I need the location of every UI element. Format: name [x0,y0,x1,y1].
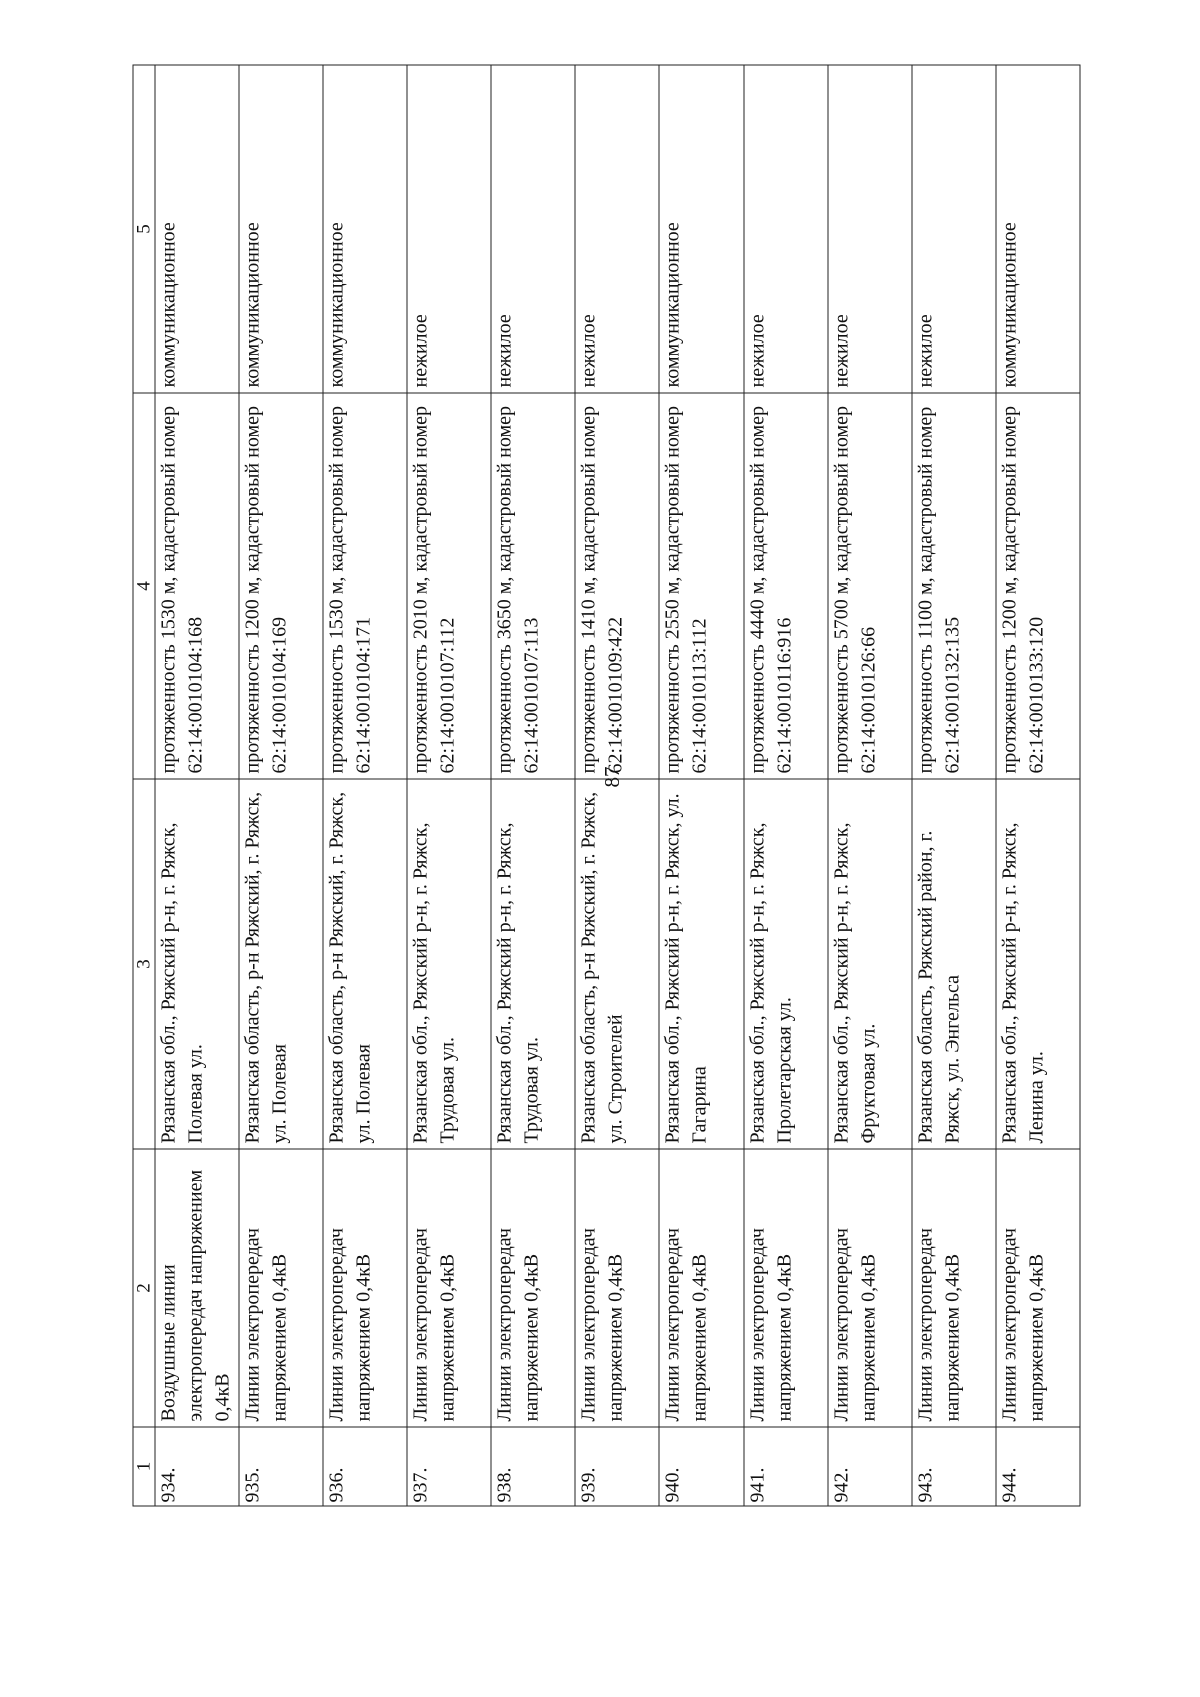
object-name: Линии электропередач напряжением 0,4кВ [239,1149,323,1427]
object-details: протяженность 5700 м, кадастровый номер 62:14:0010126:66 [828,393,912,779]
object-purpose: коммуникационное [659,65,743,393]
object-name: Линии электропередач напряжением 0,4кВ [491,1149,575,1427]
row-number: 938. [491,1427,575,1506]
object-address: Рязанская область, р-н Ряжский, г. Ряжск, ул. Строителей [575,779,659,1149]
table-row [155,65,239,1506]
object-address: Рязанская обл., Ряжский р-н, г. Ряжск, Пролетарская ул. [744,779,828,1149]
object-name: Линии электропередач напряжением 0,4кВ [744,1149,828,1427]
object-details: протяженность 1530 м, кадастровый номер 62:14:0010104:168 [155,393,239,779]
object-purpose: нежилое [744,65,828,393]
object-purpose: нежилое [828,65,912,393]
table-row [407,65,491,1506]
column-header-4: 4 [133,393,155,779]
object-name: Линии электропередач напряжением 0,4кВ [323,1149,407,1427]
object-purpose: коммуникационное [155,65,239,393]
table-body [155,65,1080,1506]
object-address: Рязанская область, Ряжский район, г. Ряжск, ул. Энгельса [912,779,996,1149]
object-details: протяженность 3650 м, кадастровый номер 62:14:0010107:113 [491,393,575,779]
column-header-5: 5 [133,65,155,393]
object-details: протяженность 1200 м, кадастровый номер 62:14:0010104:169 [239,393,323,779]
object-address: Рязанская область, р-н Ряжский, г. Ряжск, ул. Полевая [323,779,407,1149]
row-number: 944. [996,1427,1080,1506]
table-header [133,65,155,1506]
object-name: Линии электропередач напряжением 0,4кВ [407,1149,491,1427]
object-address: Рязанская обл., Ряжский р-н, г. Ряжск, Трудовая ул. [407,779,491,1149]
object-details: протяженность 1410 м, кадастровый номер 62:14:0010109:422 [575,393,659,779]
property-table [133,65,1081,1507]
object-details: протяженность 1200 м, кадастровый номер 62:14:0010133:120 [996,393,1080,779]
object-details: протяженность 1100 м, кадастровый номер 62:14:0010132:135 [912,393,996,779]
table-row [659,65,743,1506]
object-purpose: нежилое [575,65,659,393]
object-name: Линии электропередач напряжением 0,4кВ [996,1149,1080,1427]
header-row [133,65,155,1506]
object-address: Рязанская обл., Ряжский р-н, г. Ряжск, ул. Гагарина [659,779,743,1149]
object-name: Линии электропередач напряжением 0,4кВ [659,1149,743,1427]
row-number: 936. [323,1427,407,1506]
table-row [575,65,659,1506]
object-name: Линии электропередач напряжением 0,4кВ [828,1149,912,1427]
row-number: 943. [912,1427,996,1506]
table-row [491,65,575,1506]
object-purpose: нежилое [491,65,575,393]
object-address: Рязанская область, р-н Ряжский, г. Ряжск, ул. Полевая [239,779,323,1149]
row-number: 942. [828,1427,912,1506]
object-purpose: коммуникационное [239,65,323,393]
table-row [828,65,912,1506]
table-row [239,65,323,1506]
table-row [323,65,407,1506]
object-name: Воздушные линии электропередач напряжением 0,4кВ [155,1149,239,1427]
object-name: Линии электропередач напряжением 0,4кВ [912,1149,996,1427]
row-number: 939. [575,1427,659,1506]
row-number: 941. [744,1427,828,1506]
row-number: 934. [155,1427,239,1506]
object-name: Линии электропередач напряжением 0,4кВ [575,1149,659,1427]
column-header-3: 3 [133,779,155,1149]
row-number: 940. [659,1427,743,1506]
object-details: протяженность 4440 м, кадастровый номер 62:14:0010116:916 [744,393,828,779]
column-header-1: 1 [133,1427,155,1506]
object-purpose: коммуникационное [996,65,1080,393]
object-address: Рязанская обл., Ряжский р-н, г. Ряжск, Ленина ул. [996,779,1080,1149]
rotated-table-container [133,66,1081,1507]
object-purpose: коммуникационное [323,65,407,393]
row-number: 935. [239,1427,323,1506]
object-purpose: нежилое [407,65,491,393]
object-address: Рязанская обл., Ряжский р-н, г. Ряжск, Полевая ул. [155,779,239,1149]
table-row [912,65,996,1506]
object-details: протяженность 2010 м, кадастровый номер 62:14:0010107:112 [407,393,491,779]
page-number: 87 [600,766,624,788]
object-address: Рязанская обл., Ряжский р-н, г. Ряжск, Фруктовая ул. [828,779,912,1149]
object-details: протяженность 2550 м, кадастровый номер 62:14:0010113:112 [659,393,743,779]
row-number: 937. [407,1427,491,1506]
column-header-2: 2 [133,1149,155,1427]
object-address: Рязанская обл., Ряжский р-н, г. Ряжск, Трудовая ул. [491,779,575,1149]
table-row [744,65,828,1506]
object-purpose: нежилое [912,65,996,393]
table-row [996,65,1080,1506]
object-details: протяженность 1530 м, кадастровый номер 62:14:0010104:171 [323,393,407,779]
